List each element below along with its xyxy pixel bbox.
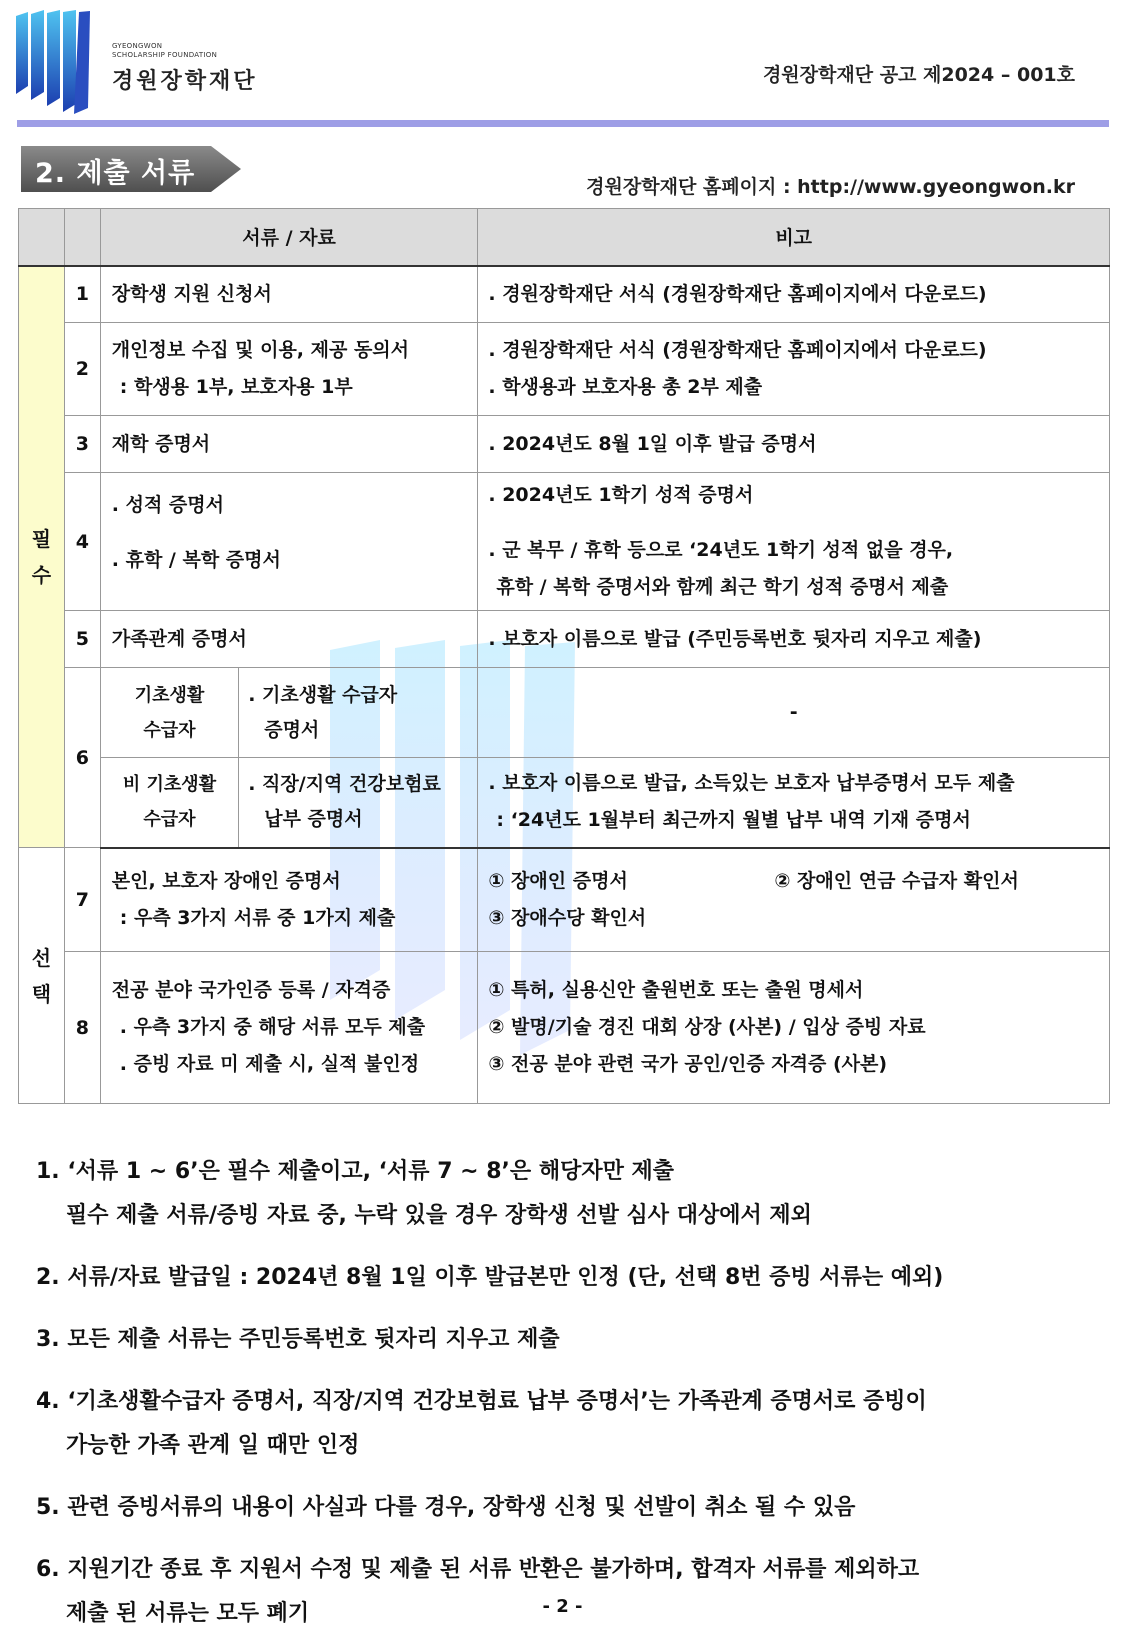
- sub-category-label: [100, 758, 238, 848]
- sub-label-line: 기초생활: [134, 684, 205, 706]
- category-required: [19, 266, 65, 848]
- note-cell: . 2024년도 8월 1일 이후 발급 증명서: [478, 416, 1110, 473]
- homepage-url: 경원장학재단 홈페이지 : http://www.gyeongwon.kr: [586, 176, 1075, 198]
- note-item: [36, 1380, 1096, 1468]
- sub-label-line: 비 기초생활: [122, 774, 217, 796]
- doc-cell: 재학 증명서: [100, 416, 478, 473]
- header-blank-num: [64, 209, 100, 266]
- doc-cell: 장학생 지원 신청서: [100, 266, 478, 323]
- doc-cell: [239, 758, 478, 848]
- doc-line: . 증빙 자료 미 제출 시, 실적 불인정: [119, 1053, 420, 1075]
- note-line: . 2024년도 1학기 성적 증명서: [488, 484, 754, 506]
- section-banner: [21, 142, 251, 196]
- note-line: ② 발명/기술 경진 대회 상장 (사본) / 입상 증빙 자료: [488, 1016, 926, 1038]
- notice-number: 경원장학재단 공고 제2024 – 001호: [762, 64, 1075, 86]
- note-item: ① 장애인 증명서: [488, 869, 628, 892]
- doc-line: 개인정보 수집 및 이용, 제공 동의서: [111, 339, 410, 361]
- note-cell: . 보호자 이름으로 발급 (주민등록번호 뒷자리 지우고 제출): [478, 611, 1110, 668]
- note-line: . 학생용과 보호자용 총 2부 제출: [488, 376, 763, 398]
- note-text: 4. ‘기초생활수급자 증명서, 직장/지역 건강보험료 납부 증명서’는 가족관계 증명서로 증빙이: [36, 1389, 927, 1414]
- row-number: 8: [64, 952, 100, 1104]
- note-cell: . 경원장학재단 서식 (경원장학재단 홈페이지에서 다운로드): [478, 266, 1110, 323]
- row-number: 6: [64, 668, 100, 848]
- doc-line: . 기초생활 수급자: [248, 683, 398, 706]
- table-row: [19, 323, 1110, 416]
- note-text: 1. ‘서류 1 ~ 6’은 필수 제출이고, ‘서류 7 ~ 8’은 해당자만 제출: [36, 1159, 674, 1184]
- note-text: 제출 된 서류는 모두 폐기: [66, 1601, 310, 1625]
- logo-english-line2: SCHOLARSHIP FOUNDATION: [112, 51, 218, 59]
- note-text: 필수 제출 서류/증빙 자료 중, 누락 있을 경우 장학생 선발 심사 대상에서 제외: [66, 1203, 812, 1228]
- row-number: 2: [64, 323, 100, 416]
- table-header-row: [19, 209, 1110, 266]
- doc-line: : 학생용 1부, 보호자용 1부: [119, 376, 353, 398]
- spacer: [488, 514, 1099, 532]
- table-row: [19, 611, 1110, 668]
- note-cell: [478, 473, 1110, 611]
- notes-list: [36, 1150, 1096, 1625]
- doc-line: 증명서: [264, 718, 320, 741]
- note-line: ③ 전공 분야 관련 국가 공인/인증 자격증 (사본): [488, 1053, 888, 1075]
- column-header-doc: 서류 / 자료: [100, 209, 478, 266]
- section-title: 2. 제출 서류: [35, 158, 196, 189]
- category-optional: [19, 848, 65, 1104]
- logo-korean-name: 경원장학재단: [112, 69, 258, 94]
- note-text: 6. 지원기간 종료 후 지원서 수정 및 제출 된 서류 반환은 불가하며, 합격자 서류를 제외하고: [36, 1557, 920, 1582]
- note-item: ② 장애인 연금 수급자 확인서: [774, 869, 1019, 892]
- document-table: [18, 208, 1110, 1104]
- note-cell: [478, 758, 1110, 848]
- row-number: 4: [64, 473, 100, 611]
- note-cell: [478, 952, 1110, 1104]
- doc-line: 납부 증명서: [264, 808, 363, 831]
- note-line: : ‘24년도 1월부터 최근까지 월별 납부 내역 기재 증명서: [496, 809, 971, 832]
- note-line: . 보호자 이름으로 발급, 소득있는 보호자 납부증명서 모두 제출: [488, 772, 1015, 795]
- doc-line: : 우측 3가지 서류 중 1가지 제출: [119, 906, 396, 929]
- category-char: 선: [31, 945, 52, 970]
- row-number: 3: [64, 416, 100, 473]
- header-blank-cat: [19, 209, 65, 266]
- row-number: 7: [64, 848, 100, 952]
- doc-cell: [100, 323, 478, 416]
- doc-cell: 가족관계 증명서: [100, 611, 478, 668]
- note-text: 3. 모든 제출 서류는 주민등록번호 뒷자리 지우고 제출: [36, 1327, 560, 1352]
- note-line: ③ 장애수당 확인서: [488, 906, 647, 929]
- doc-line: . 직장/지역 건강보험료: [248, 773, 441, 796]
- row-number: 5: [64, 611, 100, 668]
- note-cell: -: [478, 668, 1110, 758]
- note-text: 5. 관련 증빙서류의 내용이 사실과 다를 경우, 장학생 신청 및 선발이 취소 될 수 있음: [36, 1495, 856, 1520]
- doc-cell: [100, 848, 478, 952]
- note-item: [36, 1486, 1096, 1530]
- row-number: 1: [64, 266, 100, 323]
- spacer: [112, 579, 467, 597]
- column-header-note: 비고: [478, 209, 1110, 266]
- book-logo-icon: [14, 8, 110, 116]
- sub-label-line: 수급자: [143, 719, 196, 741]
- table-row: [19, 848, 1110, 952]
- note-line: ① 특허, 실용신안 출원번호 또는 출원 명세서: [488, 979, 864, 1001]
- table-row: [19, 758, 1110, 848]
- note-line: [488, 863, 1099, 900]
- note-line: . 군 복무 / 휴학 등으로 ‘24년도 1학기 성적 없을 경우,: [488, 539, 954, 561]
- category-char: 택: [31, 981, 52, 1006]
- doc-line: . 우측 3가지 중 해당 서류 모두 제출: [119, 1016, 426, 1038]
- spacer: [112, 524, 467, 542]
- doc-line: 본인, 보호자 장애인 증명서: [111, 869, 341, 892]
- table-row: [19, 416, 1110, 473]
- note-cell: [478, 848, 1110, 952]
- note-item: [36, 1256, 1096, 1300]
- logo-english-line1: GYEONGWON: [112, 42, 163, 50]
- doc-line: . 성적 증명서: [111, 493, 224, 516]
- note-item: [36, 1318, 1096, 1362]
- category-char: 필: [31, 526, 52, 551]
- table-row: [19, 952, 1110, 1104]
- doc-line: 전공 분야 국가인증 등록 / 자격증: [111, 979, 391, 1001]
- header-divider: [17, 120, 1109, 127]
- note-item: [36, 1150, 1096, 1238]
- doc-line: . 휴학 / 복학 증명서: [111, 548, 281, 571]
- table-row: [19, 473, 1110, 611]
- doc-cell: [100, 473, 478, 611]
- note-cell: [478, 323, 1110, 416]
- table-row: [19, 266, 1110, 323]
- doc-cell: [239, 668, 478, 758]
- note-line: . 경원장학재단 서식 (경원장학재단 홈페이지에서 다운로드): [488, 339, 987, 361]
- sub-category-label: [100, 668, 238, 758]
- note-text: 2. 서류/자료 발급일 : 2024년 8월 1일 이후 발급본만 인정 (단, 선택 8번 증빙 서류는 예외): [36, 1265, 944, 1290]
- foundation-logo: [14, 8, 264, 116]
- sub-label-line: 수급자: [143, 809, 196, 831]
- doc-cell: [100, 952, 478, 1104]
- note-text: 가능한 가족 관계 일 때만 인정: [66, 1433, 360, 1458]
- page-number: - 2 -: [542, 1596, 583, 1617]
- table-row: [19, 668, 1110, 758]
- note-line: 휴학 / 복학 증명서와 함께 최근 학기 성적 증명서 제출: [496, 576, 949, 598]
- category-char: 수: [31, 562, 52, 587]
